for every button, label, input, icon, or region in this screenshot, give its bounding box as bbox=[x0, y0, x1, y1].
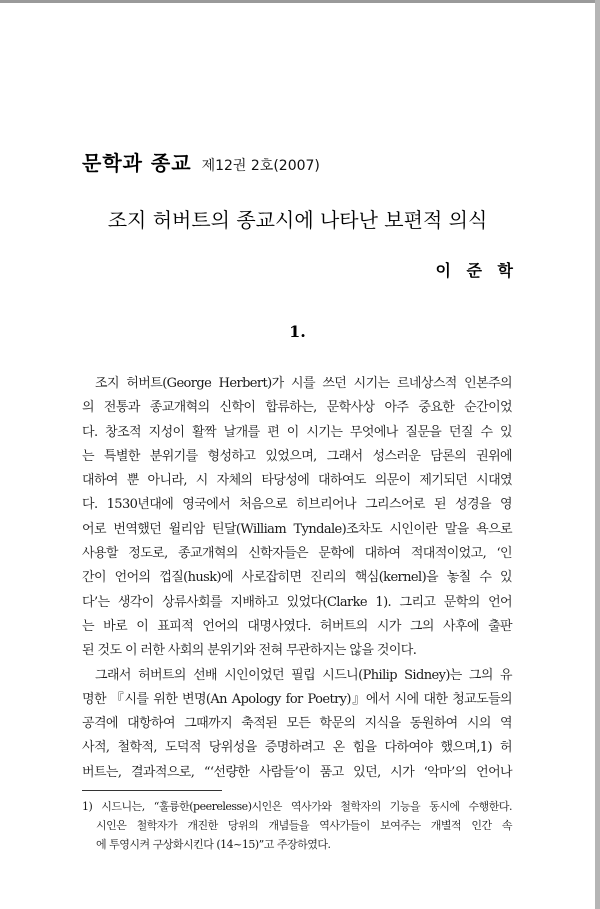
section-number: 1. bbox=[289, 322, 306, 341]
body-line: 대하여 뿐 아니라, 시 자체의 타당성에 대하여도 의문이 제기되던 시대였 bbox=[82, 473, 512, 489]
body-line: 는 특별한 분위기를 형성하고 있었으며, 그래서 성스러운 담론의 권위에 bbox=[82, 448, 512, 464]
body-line: 다. 1530년대에 영국에서 처음으로 히브리어나 그리스어로 된 성경을 영 bbox=[82, 497, 512, 513]
body-line: 의 전통과 종교개혁의 신학이 합류하는, 문학사상 아주 중요한 순간이었 bbox=[82, 400, 512, 416]
body-line: 그래서 허버트의 선배 시인이었던 필립 시드니(Philip Sidney)는 그의 유 bbox=[95, 667, 512, 683]
body-line: 조지 허버트(George Herbert)가 시를 쓰던 시기는 르네상스적 인본주의 bbox=[95, 376, 512, 391]
footnote-line: 시인은 철학자가 개진한 당위의 개념들을 역사가들이 보여주는 개별적 인간 속 bbox=[96, 819, 512, 832]
journal-issue: 제12권 2호(2007) bbox=[201, 158, 320, 174]
body-line: 사적, 철학적, 도덕적 당위성을 증명하려고 온 힘을 다하여야 했으며,1) 허 bbox=[82, 740, 512, 756]
footnote-line: 1) 시드니는, “훌륭한(peerelesse)시인은 역사가와 철학자의 기능을 동시에 수행한다. bbox=[82, 800, 512, 813]
body-line: 다. 창조적 지성이 활짝 날개를 편 이 시기는 무엇에나 질문을 던질 수 있 bbox=[82, 424, 512, 440]
footnote bbox=[82, 797, 512, 854]
article-author: 이 준 학 bbox=[435, 261, 518, 280]
body-line: 된 것도 이 러한 사회의 분위기와 전혀 무관하지는 않을 것이다. bbox=[82, 643, 417, 659]
body-text bbox=[82, 372, 512, 785]
footnote-divider bbox=[82, 790, 222, 791]
body-line: 는 바로 이 표피적 언어의 대명사였다. 허버트의 시가 그의 사후에 출판 bbox=[82, 618, 512, 634]
journal-logo: 문학과 종교 bbox=[82, 151, 192, 175]
page-right-border bbox=[595, 0, 600, 909]
body-line: 다’는 생각이 상류사회를 지배하고 있었다(Clarke 1). 그리고 문학의 언어 bbox=[82, 594, 512, 610]
body-line: 명한 『시를 위한 변명(An Apology for Poetry)』에서 시에 대한 청교도들의 bbox=[82, 691, 512, 707]
journal-header bbox=[82, 147, 320, 176]
body-line: 공격에 대항하여 그때까지 축적된 모든 학문의 지식을 동원하여 시의 역 bbox=[82, 716, 512, 732]
body-line: 사용할 정도로, 종교개혁의 신학자들은 문학에 대하여 적대적이었고, ‘인 bbox=[82, 546, 512, 562]
body-line: 간이 언어의 껍질(husk)에 사로잡히면 진리의 핵심(kernel)을 놓칠 수 있 bbox=[82, 570, 512, 586]
page-top-border bbox=[0, 0, 600, 3]
body-line: 버트는, 결과적으로, “‘선량한 사람들’이 품고 있던, 시가 ‘악마’의 언어나 bbox=[82, 764, 512, 780]
footnote-line: 에 투영시켜 구상화시킨다 (14~15)”고 주장하였다. bbox=[96, 838, 331, 851]
article-title: 조지 허버트의 종교시에 나타난 보편적 의식 bbox=[107, 208, 488, 232]
body-line: 어로 번역했던 윌리암 틴달(William Tyndale)조차도 시인이란 말을 욕으로 bbox=[82, 521, 512, 537]
